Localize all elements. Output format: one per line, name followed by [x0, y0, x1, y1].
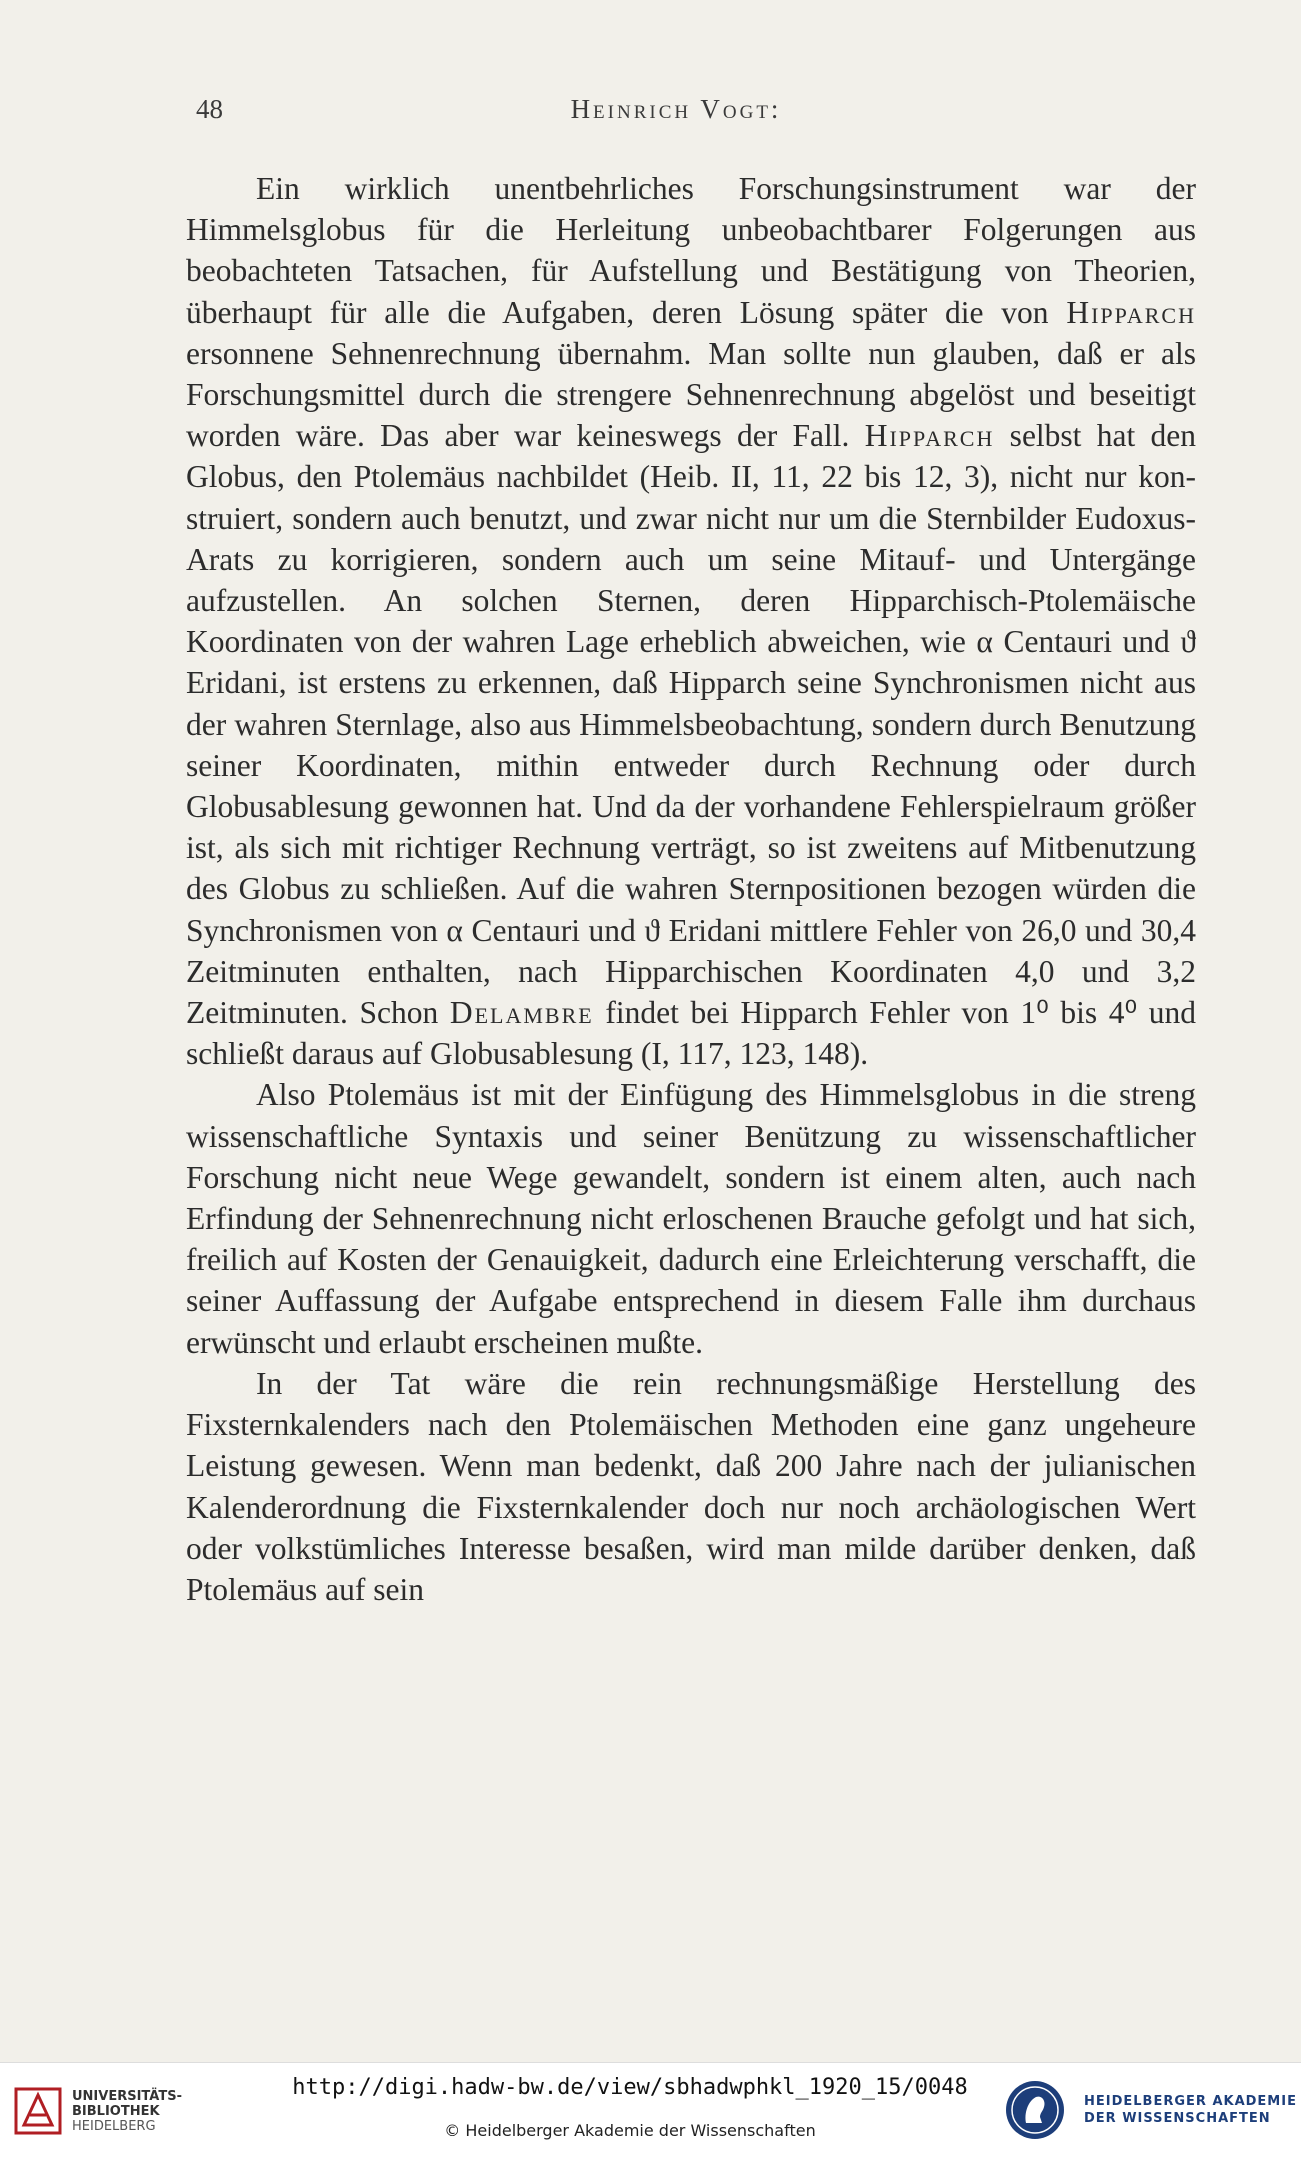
paragraph-2: Also Ptolemäus ist mit der Einfügung des Himmelsglobus in die streng wissenschaftliche Syntaxis und seiner Benützung zu wissenschaftlicher Forschung nicht neue Wege gewandelt, sondern ist einem alten, auch nach Erfindung der Sehnenrechnung nicht erloschenen Brauche gefolgt und hat sich, freilich auf Kosten der Genauigkeit, dadurch eine Erleichterung verschafft, die seiner Auffassung der Aufgabe entsprechend in diesem Falle ihm durchaus erwünscht und erlaubt erscheinen mußte.: [186, 1077, 1196, 1360]
university-library-logo-icon: [14, 2087, 62, 2135]
viewer-footer: [0, 2062, 1301, 2158]
page-header: [196, 94, 1186, 134]
university-library-name: UNIVERSITÄTS- BIBLIOTHEK HEIDELBERG: [72, 2089, 182, 2134]
copyright-notice: © Heidelberger Akademie der Wissenschaften: [444, 2121, 816, 2140]
running-head: Heinrich Vogt:: [570, 94, 782, 124]
author-name: Hipparch: [864, 418, 995, 454]
body-text: [186, 168, 1196, 1610]
author-name: Delambre: [449, 995, 594, 1031]
academy-seal-icon: [1004, 2079, 1066, 2141]
permalink-url[interactable]: http://digi.hadw-bw.de/view/sbhadwphkl_1920_15/0048: [292, 2075, 968, 2100]
author-name: Hipparch: [1066, 294, 1196, 330]
academy-name: HEIDELBERGER AKADEMIE DER WISSENSCHAFTEN: [1084, 2094, 1297, 2126]
paragraph-1: Ein wirklich unentbehrliches Forschungsinstrument war der Himmelsglobus für die Herleitung unbeobachtbarer Folgerungen aus beobachteten Tatsachen, für Aufstellung und Bestätigung von Theorien, überhaupt für alle die Aufgaben, deren Lösung später die von Hipparch ersonnene Sehnenrechnung übernahm. Man sollte nun glauben, daß er als Forschungsmittel durch die strengere Sehnenrechnung abgelöst und beseitigt worden wäre. Das aber war keineswegs der Fall. Hipparch selbst hat den Globus, den Ptolemäus nachbildet (Heib. II, 11, 22 bis 12, 3), nicht nur konstruiert, sondern auch benutzt, und zwar nicht nur um die Sternbilder Eudoxus-Arats zu korrigieren, sondern auch um seine Mitauf- und Untergänge aufzustellen. An solchen Sternen, deren Hipparchisch-Ptolemäische Koordinaten von der wahren Lage erheblich abweichen, wie α Centauri und ϑ Eridani, ist erstens zu erkennen, daß Hipparch seine Synchronismen nicht aus der wahren Sternlage, also aus Himmelsbeobachtung, sondern durch Benutzung seiner Koordinaten, mithin entweder durch Rechnung oder durch Globusablesung gewonnen hat. Und da der vorhandene Fehlerspielraum größer ist, als sich mit richtiger Rechnung verträgt, so ist zweitens auf Mitbenutzung des Globus zu schließen. Auf die wahren Sternpositionen bezogen würden die Synchronismen von α Centauri und ϑ Eridani mittlere Fehler von 26,0 und 30,4 Zeitminuten enthalten, nach Hipparchischen Koordinaten 4,0 und 3,2 Zeitminuten. Schon Delambre findet bei Hipparch Fehler von 1⁰ bis 4⁰ und schließt daraus auf Globusablesung (I, 117, 123, 148).: [186, 171, 1197, 1072]
page-number: 48: [196, 94, 223, 124]
paragraph-3: In der Tat wäre die rein rechnungsmäßige Herstellung des Fixsternkalenders nach den Ptolemäischen Methoden eine ganz ungeheure Leistung gewesen. Wenn man bedenkt, daß 200 Jahre nach der julianischen Kalenderordnung die Fixsternkalender doch nur noch archäologischen Wert oder volkstümliches Interesse besaßen, wird man milde darüber denken, daß Ptolemäus auf sein: [186, 1365, 1196, 1607]
